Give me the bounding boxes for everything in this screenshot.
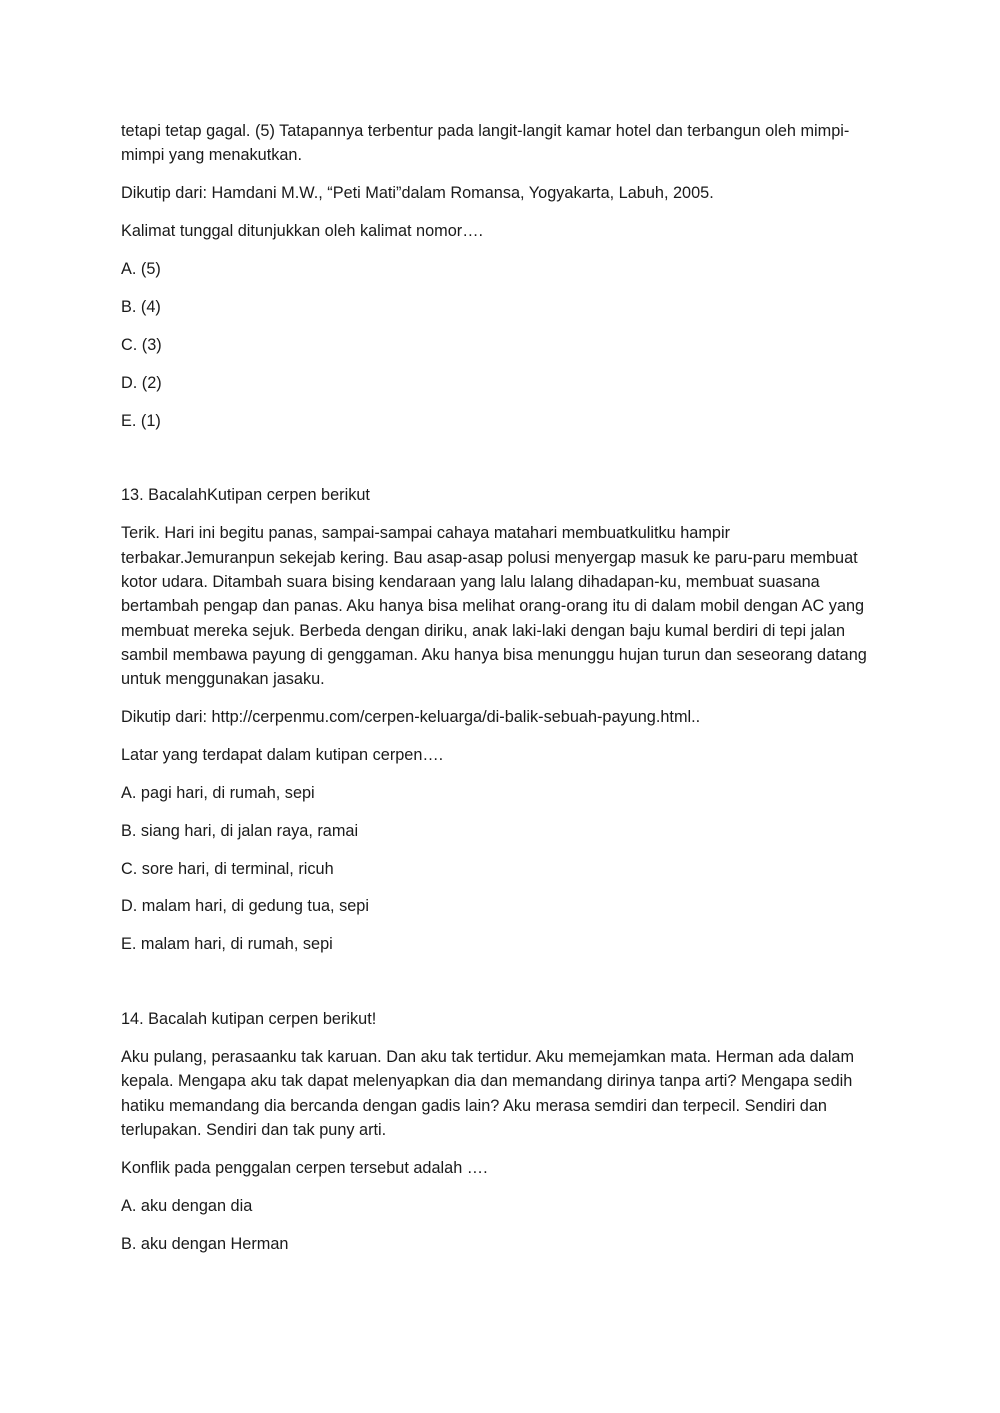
question-12: Kalimat tunggal ditunjukkan oleh kalimat nomor…. [121, 222, 483, 241]
heading-14: 14. Bacalah kutipan cerpen berikut! [121, 1010, 377, 1029]
option-14-b: B. aku dengan Herman [121, 1234, 289, 1253]
document-page [121, 119, 881, 1270]
option-13-c: C. sore hari, di terminal, ricuh [121, 859, 334, 878]
option-13-a: A. pagi hari, di rumah, sepi [121, 783, 315, 802]
option-12-d: D. (2) [121, 373, 162, 392]
option-12-c: C. (3) [121, 335, 162, 354]
heading-13: 13. BacalahKutipan cerpen berikut [121, 486, 370, 505]
source-12: Dikutip dari: Hamdani M.W., “Peti Mati”dalam Romansa, Yogyakarta, Labuh, 2005. [121, 184, 714, 203]
question-13: Latar yang terdapat dalam kutipan cerpen…. [121, 745, 444, 764]
option-14-a: A. aku dengan dia [121, 1196, 253, 1215]
option-13-b: B. siang hari, di jalan raya, ramai [121, 821, 359, 840]
option-12-b: B. (4) [121, 297, 161, 316]
passage-12-tail: tetapi tetap gagal. (5) Tatapannya terbentur pada langit-langit kamar hotel dan terbangun oleh mimpi-mimpi yang menakutkan. [121, 122, 850, 165]
passage-13: Terik. Hari ini begitu panas, sampai-sampai cahaya matahari membuatkulitku hampir terbakar.Jemuranpun sekejab kering. Bau asap-asap polusi menyergap masuk ke paru-paru membuat kotor udara. Ditambah suara bising kendaraan yang lalu lalang dihadapan-ku, membuat suasana bertambah pengap dan panas. Aku hanya bisa melihat orang-orang itu di dalam mobil dengan AC yang membuat mereka sejuk. Berbeda dengan diriku, anak laki-laki dengan baju kumal berdiri di tepi jalan sambil membawa payung di genggaman. Aku hanya bisa menunggu hujan turun dan seseorang datang untuk menggunakan jasaku. [121, 524, 867, 689]
option-13-d: D. malam hari, di gedung tua, sepi [121, 897, 369, 916]
passage-14: Aku pulang, perasaanku tak karuan. Dan aku tak tertidur. Aku memejamkan mata. Herman ada dalam kepala. Mengapa aku tak dapat melenyapkan dia dan memandang dirinya tanpa arti? Mengapa sedih hatiku memandang dia bercanda dengan gadis lain? Aku merasa semdiri dan terpecil. Sendiri dan terlupakan. Sendiri dan tak puny arti. [121, 1048, 855, 1139]
question-14: Konflik pada penggalan cerpen tersebut adalah …. [121, 1158, 488, 1177]
option-12-a: A. (5) [121, 259, 161, 278]
option-12-e: E. (1) [121, 411, 161, 430]
section-spacer [121, 970, 881, 1007]
section-spacer [121, 446, 881, 483]
source-13: Dikutip dari: http://cerpenmu.com/cerpen-keluarga/di-balik-sebuah-payung.html.. [121, 707, 701, 726]
option-13-e: E. malam hari, di rumah, sepi [121, 935, 333, 954]
